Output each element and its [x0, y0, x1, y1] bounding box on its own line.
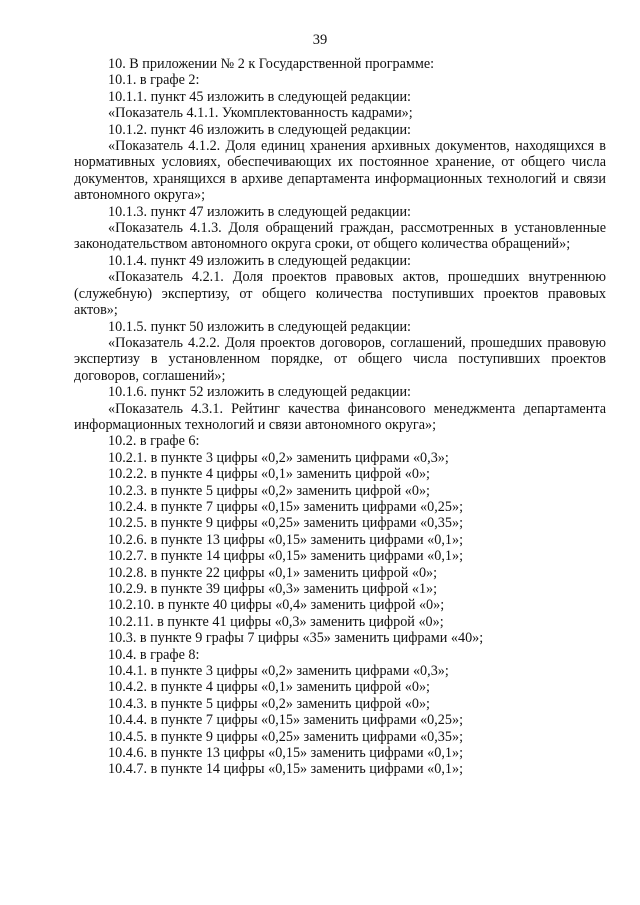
list-item: 10.3. в пункте 9 графы 7 цифры «35» заменить цифрами «40»;	[108, 630, 484, 647]
paragraph: 10.1.2. пункт 46 изложить в следующей редакции:	[108, 121, 411, 138]
page-number: 39	[312, 32, 328, 48]
list-item: 10.2.1. в пункте 3 цифры «0,2» заменить цифрами «0,3»;	[108, 449, 449, 466]
paragraph: «Показатель 4.3.1. Рейтинг качества финансового менеджмента департамента информационных технологий и связи автономного округа»;	[74, 400, 606, 433]
list-item: 10.4.1. в пункте 3 цифры «0,2» заменить цифрами «0,3»;	[108, 663, 449, 680]
paragraph: 10.1.4. пункт 49 изложить в следующей редакции:	[108, 252, 411, 269]
paragraph: 10.4. в графе 8:	[108, 646, 200, 663]
list-item: 10.2.9. в пункте 39 цифры «0,3» заменить цифрой «1»;	[108, 581, 438, 597]
paragraph: 10.2. в графе 6:	[108, 433, 200, 450]
list-item: 10.2.3. в пункте 5 цифры «0,2» заменить цифрой «0»;	[108, 482, 431, 499]
list-item: 10.4.3. в пункте 5 цифры «0,2» заменить цифрой «0»;	[108, 695, 431, 712]
list-item: 10.2.6. в пункте 13 цифры «0,15» заменить цифрами «0,1»;	[108, 531, 464, 548]
paragraph: «Показатель 4.2.1. Доля проектов правовых актов, прошедших внутреннюю (служебную) экспертизу, от общего количества поступивших проектов правовых актов»;	[74, 269, 606, 319]
list-item: 10.2.2. в пункте 4 цифры «0,1» заменить цифрой «0»;	[108, 466, 431, 483]
paragraph: 10. В приложении № 2 к Государственной программе:	[108, 56, 435, 72]
list-item: 10.4.7. в пункте 14 цифры «0,15» заменить цифрами «0,1»;	[108, 761, 464, 778]
document-body	[74, 56, 606, 778]
paragraph: «Показатель 4.2.2. Доля проектов договоров, соглашений, прошедших правовую экспертизу в установленном порядке, от общего числа поступивших проектов договоров, соглашений»;	[74, 334, 606, 384]
list-item: 10.2.5. в пункте 9 цифры «0,25» заменить цифрами «0,35»;	[108, 515, 464, 532]
list-item: 10.4.4. в пункте 7 цифры «0,15» заменить цифрами «0,25»;	[108, 712, 464, 729]
paragraph: 10.1.5. пункт 50 изложить в следующей редакции:	[108, 318, 411, 335]
list-item: 10.2.10. в пункте 40 цифры «0,4» заменить цифрой «0»;	[108, 597, 445, 614]
list-item: 10.4.6. в пункте 13 цифры «0,15» заменить цифрами «0,1»;	[108, 745, 464, 762]
paragraph: «Показатель 4.1.2. Доля единиц хранения архивных документов, находящихся в нормативных условиях, обеспечивающих их постоянное хранение, от общего числа документов, хранящихся в архиве департамента информационных технологий и связи автономного округа»;	[74, 138, 606, 204]
paragraph: «Показатель 4.1.3. Доля обращений граждан, рассмотренных в установленные законодательством автономного округа сроки, от общего количества обращений»;	[74, 220, 606, 253]
list-item: 10.2.4. в пункте 7 цифры «0,15» заменить цифрами «0,25»;	[108, 498, 464, 515]
paragraph: 10.1.3. пункт 47 изложить в следующей редакции:	[108, 203, 411, 220]
paragraph: 10.1.6. пункт 52 изложить в следующей редакции:	[108, 384, 411, 401]
list-item: 10.2.7. в пункте 14 цифры «0,15» заменить цифрами «0,1»;	[108, 548, 464, 565]
paragraph: «Показатель 4.1.1. Укомплектованность кадрами»;	[108, 105, 413, 122]
paragraph: 10.1.1. пункт 45 изложить в следующей редакции:	[108, 88, 411, 105]
paragraph: 10.1. в графе 2:	[108, 72, 200, 89]
list-item: 10.2.11. в пункте 41 цифры «0,3» заменить цифрой «0»;	[108, 613, 444, 630]
list-item: 10.4.5. в пункте 9 цифры «0,25» заменить цифрами «0,35»;	[108, 728, 464, 745]
list-item: 10.4.2. в пункте 4 цифры «0,1» заменить цифрой «0»;	[108, 679, 431, 696]
list-item: 10.2.8. в пункте 22 цифры «0,1» заменить цифрой «0»;	[108, 564, 438, 581]
